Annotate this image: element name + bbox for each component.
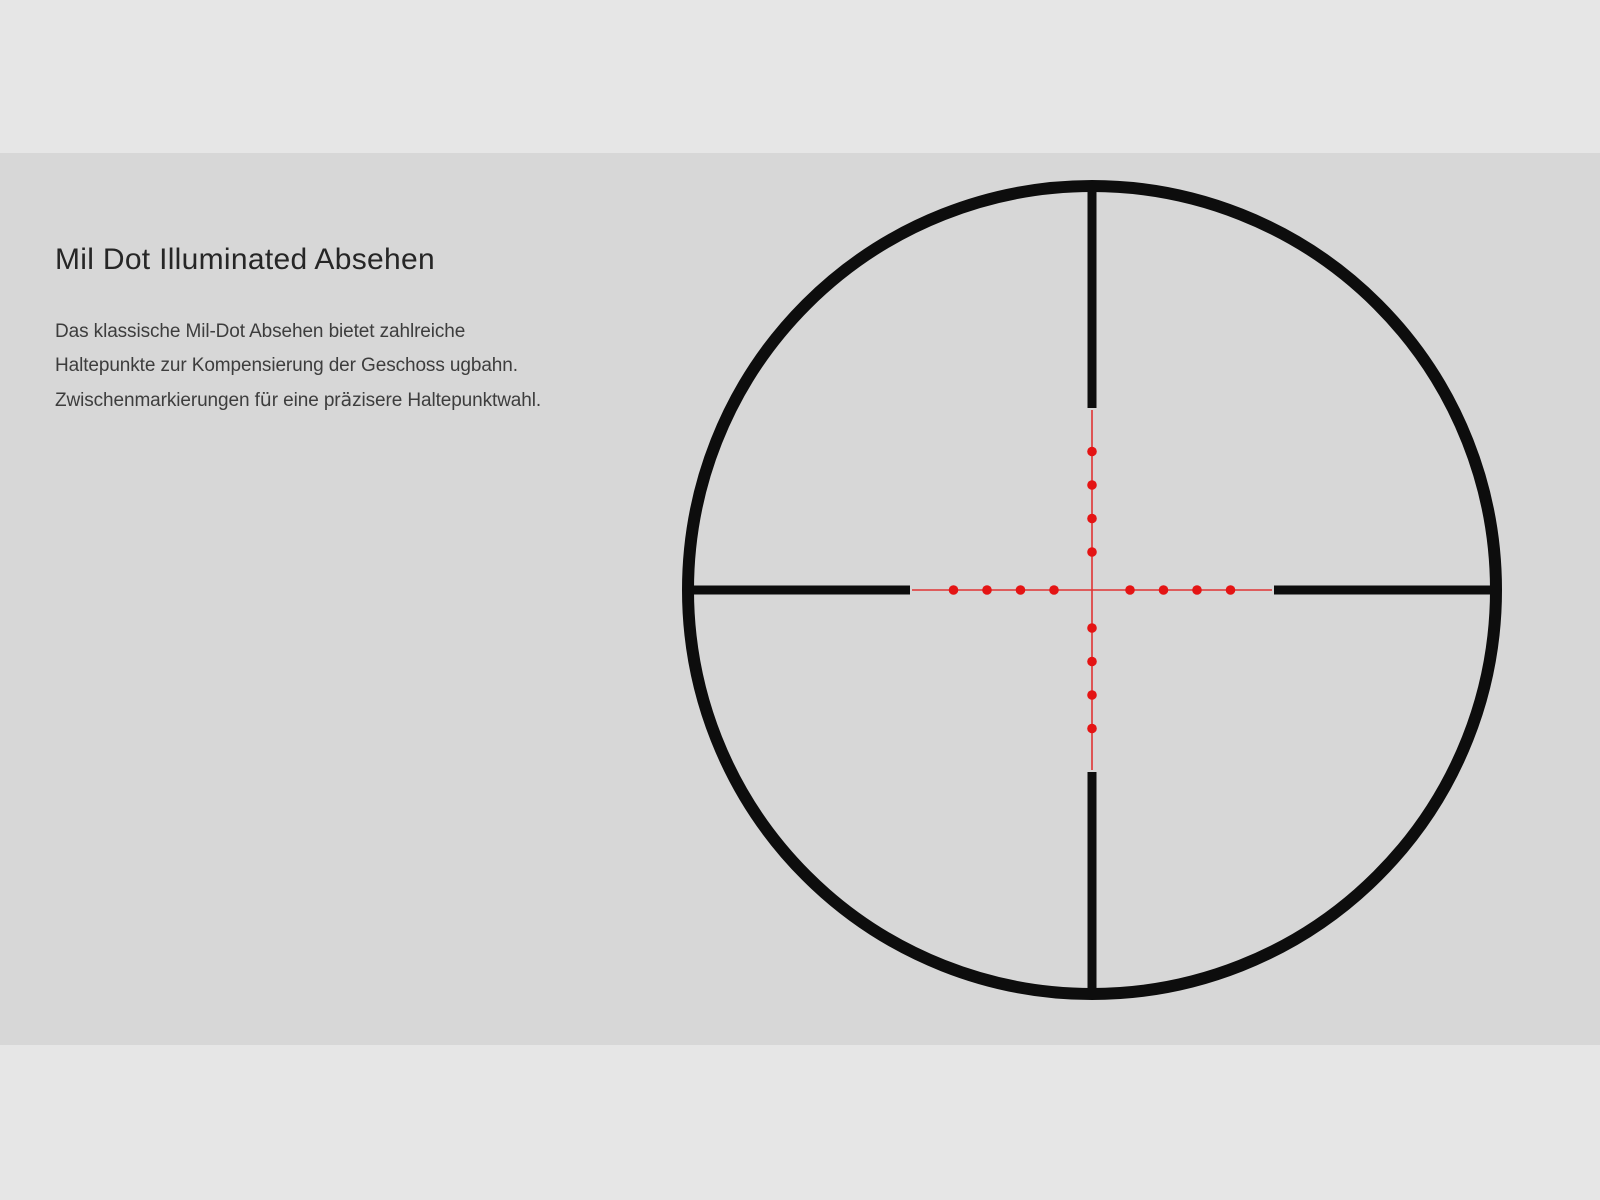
mil-dot [1192,585,1202,595]
description-line: Haltepunkte zur Kompensierung der Geschoss ugbahn. [55,355,518,376]
mil-dot [1087,724,1097,734]
mil-dot [1087,514,1097,524]
mil-dot [1159,585,1169,595]
page-title: Mil Dot Illuminated Absehen [55,243,435,276]
mil-dot [1016,585,1026,595]
mil-dot [1049,585,1059,595]
mil-dot [1087,480,1097,490]
mil-dot [1087,657,1097,667]
mil-dot [949,585,959,595]
description-line: Zwischenmarkierungen für eine präzisere Haltepunktwahl. [55,389,542,411]
mil-dot [1226,585,1236,595]
mil-dot [1087,623,1097,633]
mil-dot [1087,447,1097,457]
mil-dot [982,585,992,595]
description-line: Das klassische Mil-Dot Absehen bietet zahlreiche [55,321,466,342]
mil-dot [1087,547,1097,557]
mil-dot [1087,690,1097,700]
mil-dot [1125,585,1135,595]
